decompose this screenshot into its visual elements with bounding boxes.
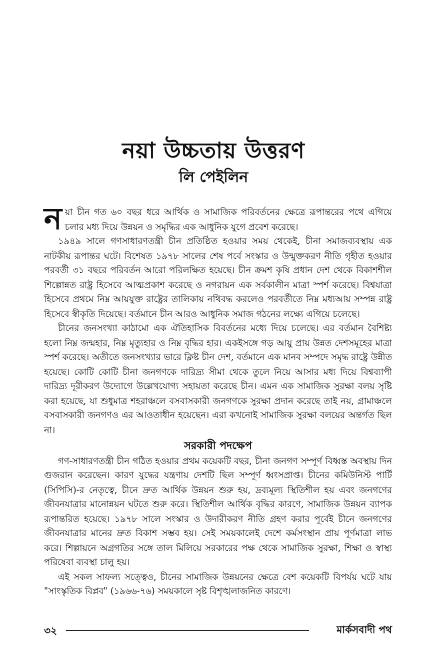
journal-name: মার্কসবাদী পথ: [336, 625, 392, 636]
paragraph-text: য়া চীন গত ৬০ বছর ধরে আর্থিক ও সামাজিক পরিবর্তনের ক্ষেত্রে রূপান্তরের পথে এগিয়ে চলার মধ্য দিয়ে উন্নয়ন ও সমৃদ্ধির এক আধুনিক যুগে প্রবেশ করেছে।: [64, 208, 392, 233]
drop-cap: ন: [44, 202, 62, 237]
paragraph-2: ১৯৪৯ সালে গণসাধারণতন্ত্রী চীন প্রতিষ্ঠিত হওয়ার সময় থেকেই, চীনা সমাজব্যবস্থায় এক নাটকীয় রূপান্তর ঘটে। বিশেষত ১৯৭৮ সালের শেষ পর্বে সংস্কার ও উন্মুক্তকরণ নীতি গৃহীত হওয়ার পরবর্তী ৩১ বছরে পরিবর্তন আরো পরিলক্ষিত হয়েছে। চীন ক্রমশ কৃষি প্রধান দেশ থেকে বিকাশশীল শিল্পোন্নত রাষ্ট্র হিসেবে আত্মপ্রকাশ করেছে ও নগরায়ন এক সর্বকালীন মাত্রা স্পর্শ করেছে। বিশ্বযাত্রা হিসেবে প্রথমে নিম্ন আয়যুক্ত রাষ্ট্রের তালিকায় নথিবদ্ধ করলেও পরবর্তীতে নিম্ন মধ্যআয় সম্পন্ন রাষ্ট্র হিসেবে স্বীকৃতি দিয়েছে। বর্তমানে চীন আরও আধুনিক সমাজ গঠনের লক্ষ্যে এগিয়ে চলেছে।: [44, 237, 392, 320]
paragraph-1: [44, 202, 392, 237]
paragraph-3: চীনের জনসংখ্যা কাঠামো এক ঐতিহাসিক বিবর্তনের মধ্যে দিয়ে চলেছে। এর বর্তমান বৈশিষ্ট্য হলো নিম্ন জন্মহার, নিম্ন মৃত্যুহার ও নিম্ন বৃদ্ধির হার। একইসঙ্গে গড় আয়ু প্রায় উন্নত দেশসমূহের মাত্রা স্পর্শ করেছে। অতীতে জনসংখ্যার ভারে ক্লিষ্ট চীন দেশ, বর্তমানে এক মানব সম্পদে সমৃদ্ধ রাষ্ট্রে উন্নীত হয়েছে। কোটি কোটি চীনা জনগণকে দারিদ্র্য সীমা থেকে তুলে নিয়ে আসার মধ্য দিয়ে বিশ্বব্যাপী দারিদ্র্য দূরীকরণ উদ্যোগে উল্লেখযোগ্য সহায়তা করেছে চীন। এমন এক সামাজিক সুরক্ষা বলয় সৃষ্টি করা হয়েছে, যা শুধুমাত্র শহরাঞ্চলে বসবাসকারী জনগণকে সুরক্ষা প্রদান করেছে তাই নয়, গ্রামাঞ্চলে বসবাসকারী জনগণও এর আওতাধীন হয়েছেন। এরা কখনোই সামাজিক সুরক্ষা বলয়ের অন্তর্গত ছিল না।: [44, 324, 392, 436]
paragraph-4: গণ-সাধারণতন্ত্রী চীন গঠিত হওয়ার প্রথম কয়েকটি বছর, চীনা জনগণ সম্পূর্ণ বিধ্বস্ত অবস্থায় দিন গুজরান করেছেন। কারণ যুদ্ধের যন্ত্রণায় দেশটি ছিল সম্পূর্ণ ধ্বংসপ্রাপ্ত। চীনের কমিউনিস্ট পার্টি (সিপিসি)-র নেতৃত্বে, চীনে দ্রুত আর্থিক উন্নয়ন শুরু হয়, দ্রব্যমূল্য স্থিতিশীল হয় এবং জনগণের জীবনযাত্রার মানোন্নয়ন ঘটতে শুরু করে। স্থিতিশীল আর্থিক বৃদ্ধির কারণে, সামাজিক উন্নয়ন ব্যাপক রূপান্তরিত হয়েছে। ১৯৭৮ সালে সংস্কার ও উদারীকরণ নীতি গ্রহণ করার পূর্বেই চীনে জনগণের জীবনযাত্রার মানের দ্রুত বিকাশ সম্ভব হয়। সেই সময়কালেই দেশে কর্মসংস্থান প্রায় পূর্ণমাত্রা লাভ করে। শিল্পায়নে অগ্রগতির সঙ্গে তাল মিলিয়ে সরকারের পক্ষ থেকে সামাজিক সুরক্ষা, শিক্ষা ও স্বাস্থ্য পরিষেবা ব্যবস্থা চালু হয়।: [44, 456, 392, 568]
page-number: ৩২: [44, 626, 58, 637]
page-footer: [44, 625, 392, 646]
paragraph-5: এই সকল সাফল্য সত্ত্বেও, চীনের সামাজিক উন্নয়নের ক্ষেত্রে বেশ কয়েকটি বিপর্যয় ঘটে যায় "সাংস্কৃতিক বিপ্লব" (১৯৬৬-৭৬) সময়কালে সৃষ্ট বিশৃঙ্খলাজনিত কারণে।: [44, 572, 392, 597]
article-body: [44, 202, 392, 600]
article-title: নয়া উচ্চতায় উত্তরণ: [122, 139, 305, 164]
footer-rule: [66, 630, 309, 631]
section-heading: সরকারী পদক্ষেপ: [183, 440, 253, 452]
article-author: লি পেইলিন: [178, 168, 249, 186]
